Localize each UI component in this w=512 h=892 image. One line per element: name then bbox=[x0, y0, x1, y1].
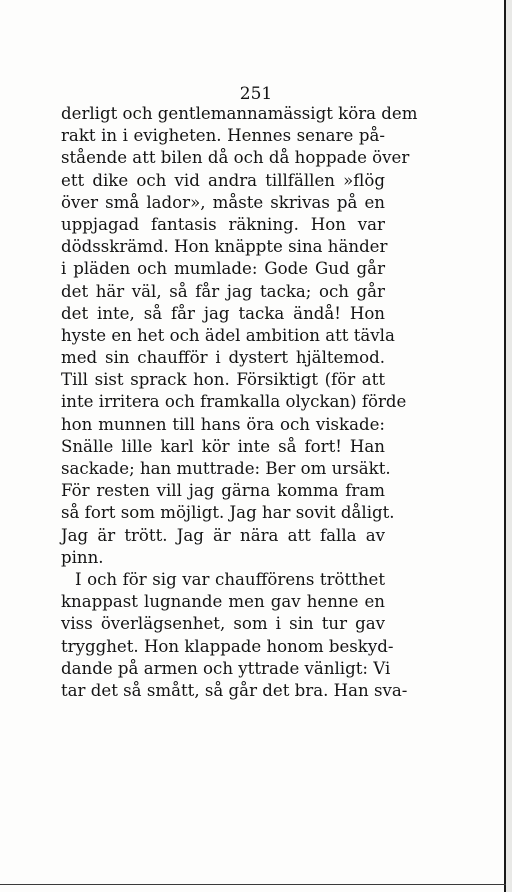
page-edge-bottom bbox=[0, 884, 506, 885]
text-line: Till sist sprack hon. Försiktigt (för att bbox=[61, 370, 385, 390]
page-edge-shadow bbox=[506, 0, 512, 892]
text-line: stående att bilen då och då hoppade över bbox=[61, 148, 410, 168]
text-line: trygghet. Hon klappade honom beskyd- bbox=[61, 636, 394, 656]
text-line: För resten vill jag gärna komma fram bbox=[61, 481, 385, 501]
text-line: pinn. bbox=[61, 547, 104, 567]
text-line: uppjagad fantasis räkning. Hon var bbox=[61, 214, 385, 234]
text-line: Snälle lille karl kör inte så fort! Han bbox=[61, 436, 385, 456]
text-line: viss överlägsenhet, som i sin tur gav bbox=[61, 614, 385, 634]
text-line: hyste en het och ädel ambition att tävla bbox=[61, 325, 395, 345]
text-line: knappast lugnande men gav henne en bbox=[61, 592, 385, 612]
text-line: tar det så smått, så går det bra. Han sva- bbox=[61, 680, 408, 700]
text-line: det inte, så får jag tacka ändå! Hon bbox=[61, 303, 385, 323]
text-line: med sin chaufför i dystert hjältemod. bbox=[61, 348, 385, 368]
text-line: Jag är trött. Jag är nära att falla av bbox=[61, 525, 385, 545]
text-line: så fort som möjligt. Jag har sovit dåligt. bbox=[61, 503, 395, 523]
text-line: inte irritera och framkalla olyckan) förde bbox=[61, 392, 407, 412]
text-line: derligt och gentlemannamässigt köra dem bbox=[61, 104, 418, 123]
text-line: sackade; han muttrade: Ber om ursäkt. bbox=[61, 459, 391, 478]
text-line: i pläden och mumlade: Gode Gud går bbox=[61, 259, 385, 279]
text-line: rakt in i evigheten. Hennes senare på- bbox=[61, 126, 385, 146]
text-line: över små lador», måste skrivas på en bbox=[61, 192, 385, 212]
text-line: hon munnen till hans öra och viskade: bbox=[61, 414, 385, 434]
text-line: ett dike och vid andra tillfällen »flög bbox=[61, 170, 385, 190]
text-line: det här väl, så får jag tacka; och går bbox=[61, 281, 385, 301]
text-line: dande på armen och yttrade vänligt: Vi bbox=[61, 658, 391, 678]
page-number: 251 bbox=[239, 84, 273, 104]
body-text bbox=[61, 103, 418, 702]
text-line: I och för sig var chaufförens trötthet bbox=[75, 569, 385, 589]
text-line: dödsskrämd. Hon knäppte sina händer bbox=[61, 237, 388, 257]
